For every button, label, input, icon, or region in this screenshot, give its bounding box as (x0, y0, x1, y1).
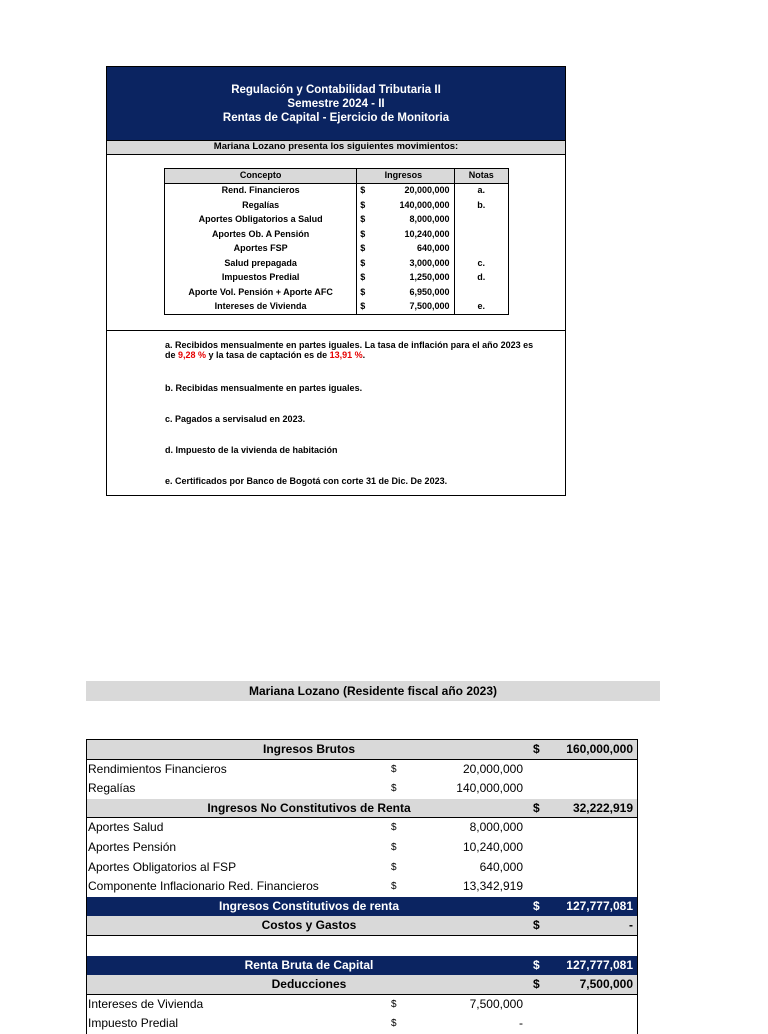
row-label: Intereses de Vivienda (88, 996, 204, 1011)
row-total: 7,500,000 (579, 977, 633, 992)
exercise-subtitle: Mariana Lozano presenta los siguientes movimientos: (107, 140, 565, 155)
currency-symbol: $ (533, 918, 540, 933)
row-total: 127,777,081 (566, 957, 633, 972)
amount-cell: 7,500,000 (367, 300, 454, 315)
concept-cell: Aportes Obligatorios a Salud (165, 213, 357, 228)
note-cell (454, 285, 508, 300)
row-value: 7,500,000 (469, 996, 523, 1011)
amount-cell: 140,000,000 (367, 198, 454, 213)
note-cell (454, 213, 508, 228)
amount-cell: 640,000 (367, 242, 454, 257)
currency-cell: $ (360, 286, 366, 297)
note-e: e. Certificados por Banco de Bogotá con corte 31 de Dic. De 2023. (165, 476, 448, 486)
currency-cell: $ (360, 214, 366, 224)
currency-symbol: $ (391, 822, 397, 834)
note-cell: c. (477, 257, 486, 268)
note-cell (454, 227, 508, 242)
currency-cell: $ (360, 257, 366, 268)
row-value: 640,000 (479, 859, 523, 874)
blank-row (87, 936, 637, 956)
header-income: Ingresos (357, 169, 454, 184)
row-value: 13,342,919 (462, 879, 523, 894)
ingresos-brutos-row (87, 740, 637, 760)
exercise-title-line1: Regulación y Contabilidad Tributaria II (231, 83, 441, 96)
amount-cell: 6,950,000 (367, 285, 454, 300)
exercise-box (106, 66, 566, 496)
costos-row (87, 916, 637, 936)
concept-cell: Salud prepagada (165, 256, 357, 271)
currency-symbol: $ (391, 1018, 397, 1030)
currency-symbol: $ (533, 957, 540, 972)
note-a-text2: y la tasa de captación es de (206, 350, 330, 360)
row-label: Ingresos No Constitutivos de Renta (207, 800, 411, 815)
notes-divider (107, 330, 565, 331)
currency-cell: $ (360, 272, 366, 282)
row-total: - (629, 918, 633, 933)
row-label: Ingresos Constitutivos de renta (218, 898, 400, 913)
table-row (165, 242, 509, 257)
row-total: 32,222,919 (572, 800, 633, 815)
concept-cell: Impuestos Predial (165, 271, 357, 286)
row-label: Renta Bruta de Capital (244, 957, 374, 972)
renta-bruta-row (87, 956, 637, 976)
header-concept: Concepto (165, 169, 357, 184)
row-label: Impuesto Predial (88, 1016, 179, 1031)
currency-cell: $ (360, 228, 366, 239)
concept-cell: Rend. Financieros (165, 183, 357, 198)
note-d: d. Impuesto de la vivienda de habitación (165, 445, 338, 455)
currency-symbol: $ (533, 800, 540, 815)
incr-row (87, 799, 637, 819)
currency-symbol: $ (391, 881, 397, 893)
row-total: 160,000,000 (566, 742, 633, 756)
concept-cell: Aportes FSP (165, 242, 357, 257)
table-row (87, 818, 637, 838)
row-value: 20,000,000 (462, 761, 523, 776)
currency-symbol: $ (391, 841, 397, 853)
concept-cell: Aporte Vol. Pensión + Aporte AFC (165, 285, 357, 300)
table-row (165, 285, 509, 300)
currency-symbol: $ (391, 783, 397, 795)
note-a (165, 340, 545, 360)
currency-cell: $ (360, 243, 366, 253)
row-label: Aportes Pensión (88, 839, 177, 854)
amount-cell: 3,000,000 (367, 256, 454, 271)
table-row (87, 838, 637, 858)
table-row (165, 256, 509, 271)
currency-symbol: $ (391, 998, 397, 1010)
amount-cell: 20,000,000 (367, 183, 454, 198)
table-row (165, 227, 509, 242)
row-value: 140,000,000 (456, 781, 523, 796)
row-label: Ingresos Brutos (262, 742, 355, 756)
note-cell: b. (477, 199, 486, 210)
header-notes: Notas (454, 169, 508, 184)
row-label: Componente Inflacionario Red. Financieros (88, 879, 319, 894)
row-value: - (519, 1016, 523, 1031)
movements-table (164, 168, 509, 315)
solution-table (86, 739, 638, 1034)
exercise-title-line2: Semestre 2024 - II (287, 97, 385, 110)
row-label: Costos y Gastos (261, 918, 357, 933)
currency-symbol: $ (533, 898, 540, 913)
movements-header-row (165, 169, 509, 184)
note-cell: e. (477, 301, 486, 311)
row-label: Regalías (88, 781, 136, 796)
inflation-rate: 9,28 % (178, 350, 207, 360)
row-label: Rendimientos Financieros (88, 761, 227, 776)
deducciones-row (87, 975, 637, 995)
amount-cell: 8,000,000 (367, 213, 454, 228)
concept-cell: Intereses de Vivienda (165, 300, 357, 315)
amount-cell: 10,240,000 (367, 227, 454, 242)
note-a-text3: . (362, 350, 366, 360)
note-cell (454, 242, 508, 257)
row-label: Aportes Obligatorios al FSP (88, 859, 237, 874)
currency-symbol: $ (533, 977, 540, 992)
table-row (165, 183, 509, 198)
concept-cell: Aportes Ob. A Pensión (165, 227, 357, 242)
note-cell: d. (477, 272, 486, 282)
table-row (165, 213, 509, 228)
currency-symbol: $ (391, 763, 397, 775)
row-value: 8,000,000 (469, 820, 523, 835)
table-row (165, 198, 509, 213)
row-total: 127,777,081 (566, 898, 633, 913)
table-row (87, 877, 637, 897)
amount-cell: 1,250,000 (367, 271, 454, 286)
row-label: Aportes Salud (88, 820, 164, 835)
currency-cell: $ (360, 185, 366, 195)
note-b: b. Recibidas mensualmente en partes iguales. (165, 383, 363, 393)
note-c: c. Pagados a servisalud en 2023. (165, 414, 306, 424)
currency-cell: $ (360, 301, 366, 311)
currency-symbol: $ (391, 861, 397, 873)
solution-title: Mariana Lozano (Residente fiscal año 2023) (86, 681, 660, 701)
table-row (87, 760, 637, 780)
table-row (87, 779, 637, 799)
concept-cell: Regalías (165, 198, 357, 213)
icr-row (87, 897, 637, 917)
table-row (87, 858, 637, 878)
row-label: Deducciones (271, 977, 347, 992)
captacion-rate: 13,91 % (329, 350, 363, 360)
note-cell: a. (477, 185, 486, 195)
currency-cell: $ (360, 199, 366, 210)
row-value: 10,240,000 (462, 839, 523, 854)
table-row (165, 271, 509, 286)
exercise-title-line3: Rentas de Capital - Ejercicio de Monitoria (222, 111, 450, 124)
note-a-text1: a. Recibidos mensualmente en partes iguales. La tasa de inflación para el año 2023 es de (165, 340, 534, 360)
table-row (87, 1014, 637, 1034)
table-row (87, 995, 637, 1015)
currency-symbol: $ (533, 742, 540, 756)
table-row (165, 300, 509, 315)
exercise-header (107, 67, 565, 140)
